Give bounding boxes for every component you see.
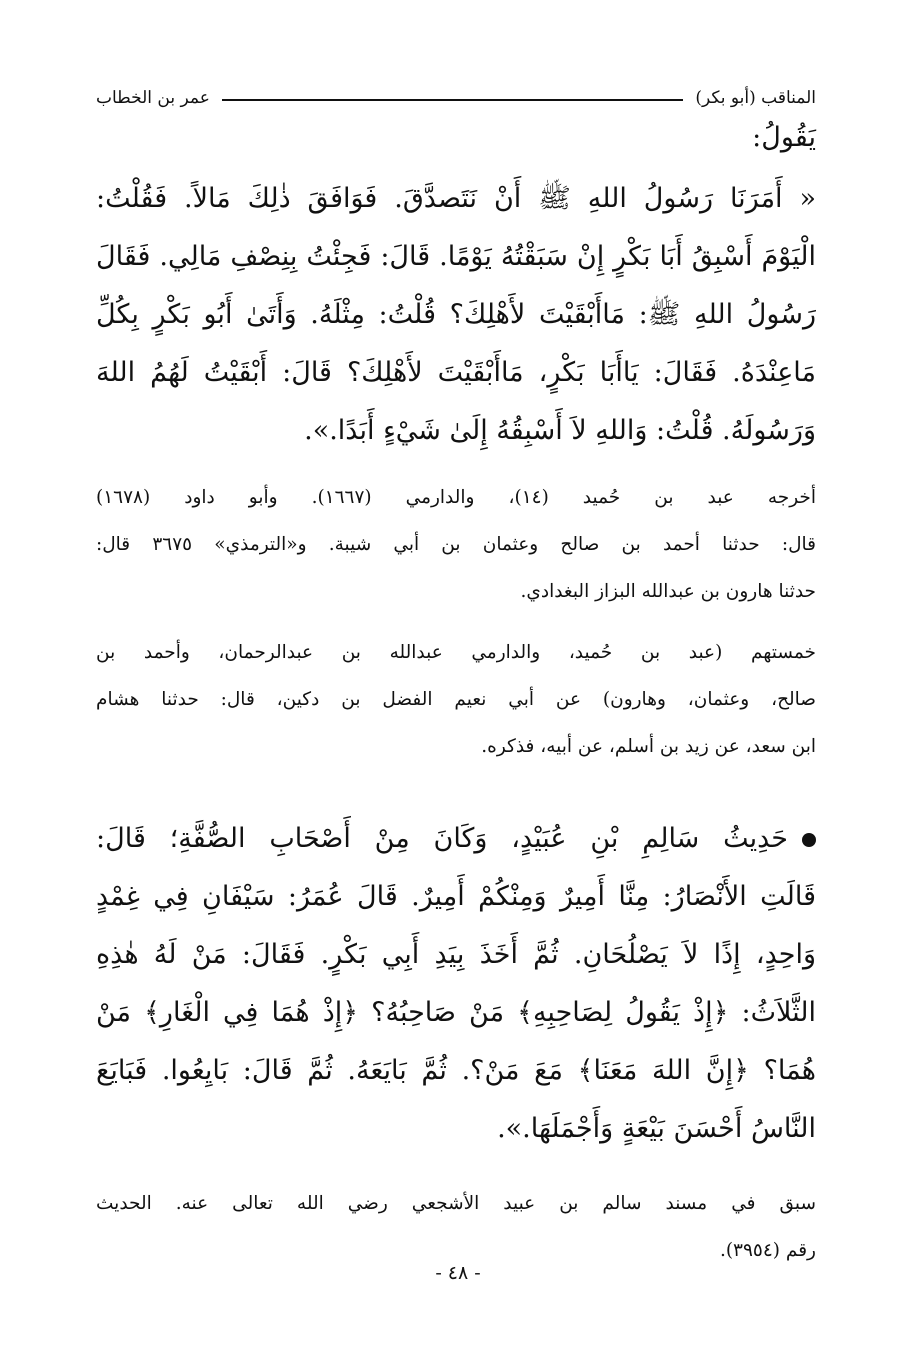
running-head-title: المناقب (أبو بكر) (695, 88, 816, 108)
running-head-rule (222, 99, 683, 101)
intro-word: يَقُولُ: (752, 122, 816, 153)
hadith-line: وَاحِدٍ، إِذًا لاَ يَصْلُحَانِ. ثُمَّ أَخَذَ بِيَدِ أَبِي بَكْرٍ. فَقَالَ: مَنْ لَهُ هٰذِهِ (96, 939, 816, 970)
page-body (96, 118, 816, 1274)
hadith-line-first (96, 810, 816, 868)
source-line: صالح، وعثمان، وهارون) عن أبي نعيم الفضل بن دكين، قال: حدثنا هشام (96, 689, 816, 710)
source-line: أخرجه عبد بن حُميد (١٤)، والدارمي (١٦٦٧). وأبو داود (١٦٧٨) (96, 487, 816, 508)
bullet-icon (802, 833, 816, 847)
source-line: ابن سعد، عن زيد بن أسلم، عن أبيه، فذكره. (481, 736, 816, 757)
source-note-1 (96, 474, 816, 615)
source-line: رقم (٣٩٥٤). (719, 1240, 816, 1261)
source-note-2 (96, 629, 816, 770)
hadith-line: الْيَوْمَ أَسْبِقُ أَبَا بَكْرٍ إِنْ سَبَقْتُهُ يَوْمًا. قَالَ: فَجِئْتُ بِنِصْفِ مَالِي. فَقَالَ (96, 241, 816, 272)
source-line: خمستهم (عبد بن حُميد، والدارمي عبدالله بن عبدالرحمان، وأحمد بن (96, 642, 816, 663)
hadith-line: النَّاسُ أَحْسَنَ بَيْعَةٍ وَأَجْمَلَهَا.». (497, 1113, 816, 1144)
hadith-1 (96, 170, 816, 460)
source-line: حدثنا هارون بن عبدالله البزاز البغدادي. (520, 581, 816, 602)
page-number: - ٤٨ - (435, 1262, 481, 1284)
hadith-line: الثَّلاَثُ: ﴿إِذْ يَقُولُ لِصَاحِبِهِ﴾ مَنْ صَاحِبُهُ؟ ﴿إِذْ هُمَا فِي الْغَارِ﴾ مَنْ (96, 997, 816, 1028)
source-line: قال: حدثنا أحمد بن صالح وعثمان بن أبي شيبة. و«الترمذي» ٣٦٧٥ قال: (96, 534, 816, 555)
hadith-line: رَسُولُ اللهِ ﷺ: مَاأَبْقَيْتَ لأَهْلِكَ؟ قُلْتُ: مِثْلَهُ. وَأَتَىٰ أَبُو بَكْرٍ بِكُلِّ (96, 299, 816, 330)
running-head-section: عمر بن الخطاب (96, 88, 210, 108)
hadith-line: هُمَا؟ ﴿إِنَّ اللهَ مَعَنَا﴾ مَعَ مَنْ؟. ثُمَّ بَايَعَهُ. ثُمَّ قَالَ: بَايِعُوا. فَبَايَعَ (96, 1055, 816, 1086)
hadith-2 (96, 810, 816, 1158)
source-note-3 (96, 1180, 816, 1274)
hadith-line: وَرَسُولَهُ. قُلْتُ: وَاللهِ لاَ أَسْبِقُهُ إِلَىٰ شَيْءٍ أَبَدًا.». (304, 415, 816, 446)
hadith-line-text: حَدِيثُ سَالِمِ بْنِ عُبَيْدٍ، وَكَانَ مِنْ أَصْحَابِ الصُّفَّةِ؛ قَالَ: (96, 823, 788, 854)
hadith-line: قَالَتِ الأَنْصَارُ: مِنَّا أَمِيرٌ وَمِنْكُمْ أَمِيرٌ. قَالَ عُمَرُ: سَيْفَانِ فِي غِمْدٍ (96, 881, 816, 912)
running-head (96, 84, 816, 112)
hadith-line: مَاعِنْدَهُ. فَقَالَ: يَاأَبَا بَكْرٍ، مَاأَبْقَيْتَ لأَهْلِكَ؟ قَالَ: أَبْقَيْتُ لَهُمُ اللهَ (96, 357, 816, 388)
hadith-line: « أَمَرَنَا رَسُولُ اللهِ ﷺ أَنْ نَتَصدَّقَ. فَوَافَقَ ذٰلِكَ مَالاً. فَقُلْتُ: (96, 183, 816, 214)
source-line: سبق في مسند سالم بن عبيد الأشجعي رضي الله تعالى عنه. الحديث (96, 1193, 816, 1214)
